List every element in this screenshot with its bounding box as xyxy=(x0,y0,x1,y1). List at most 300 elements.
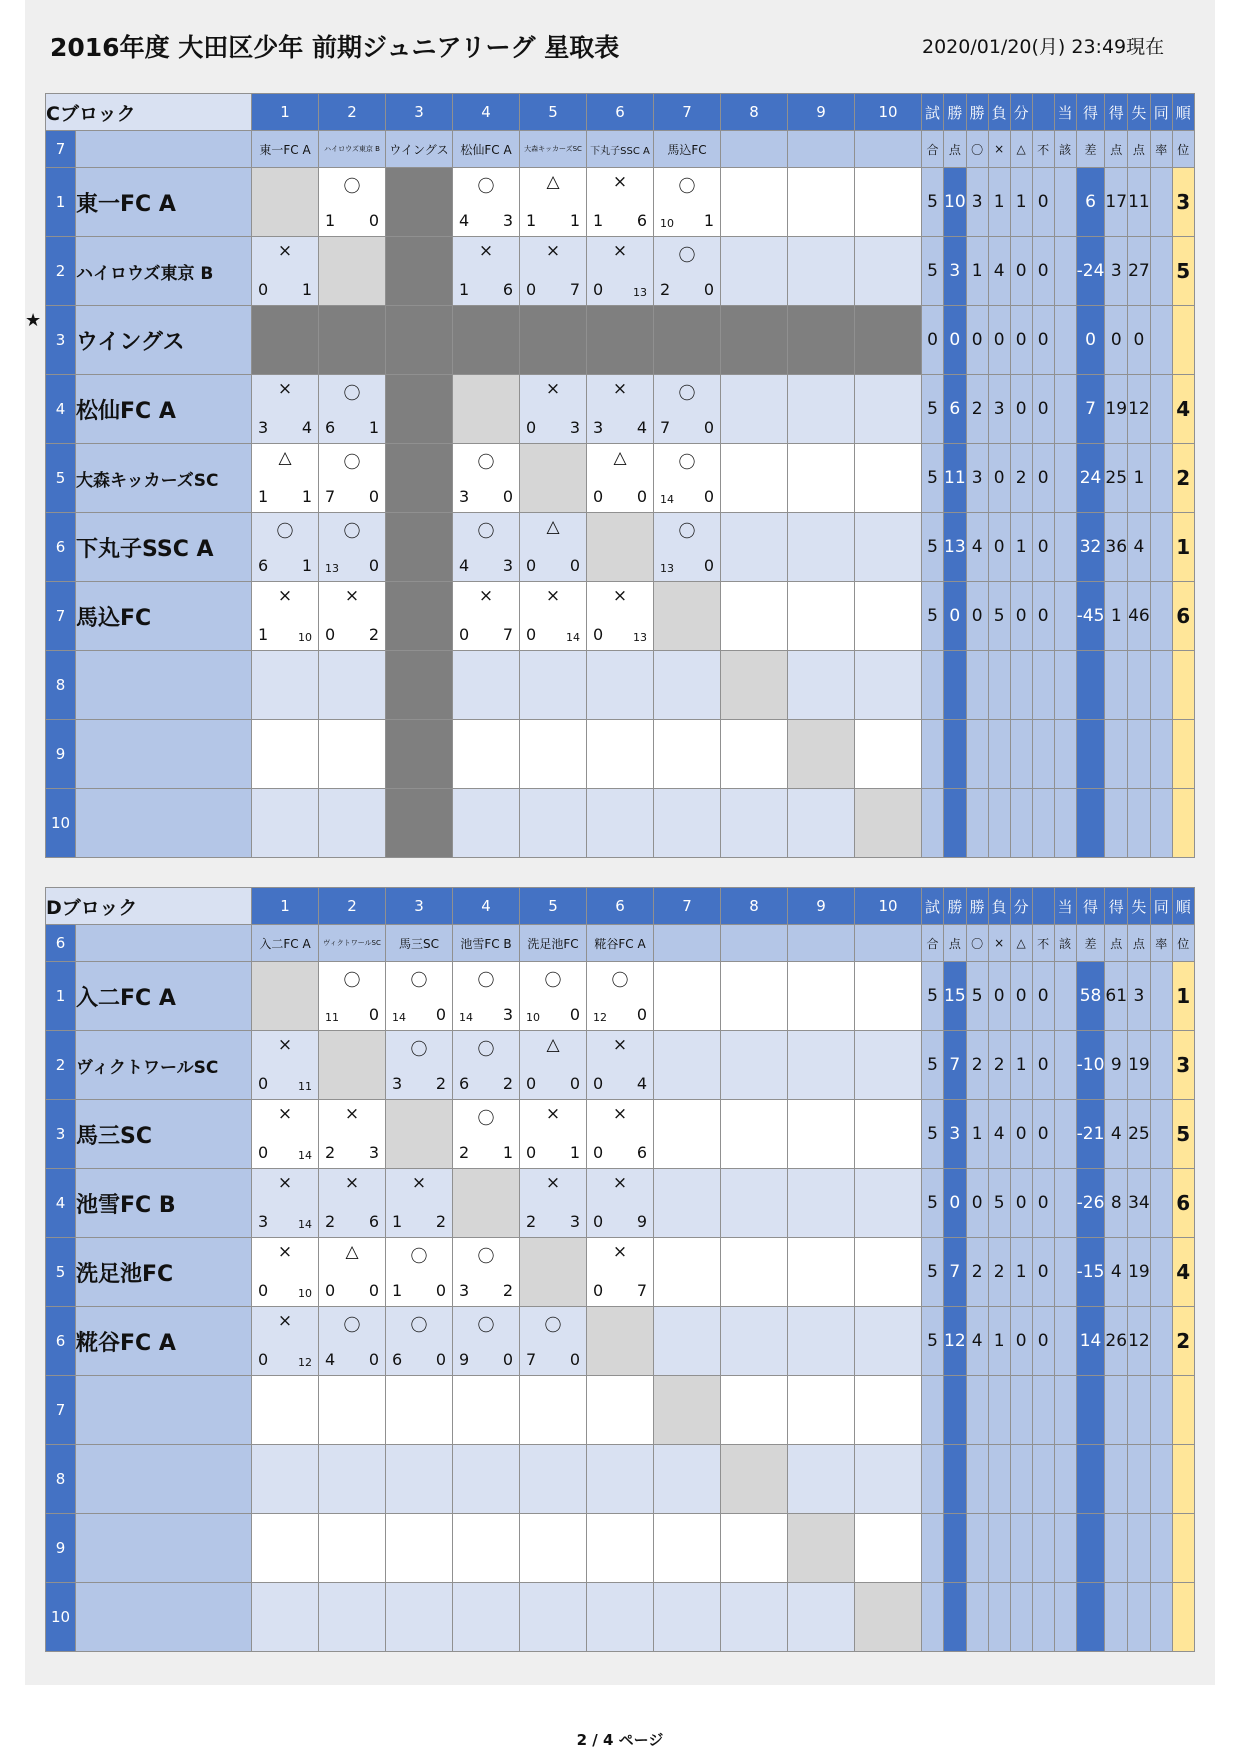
goals-for: 0 xyxy=(258,1350,269,1369)
match-result xyxy=(319,582,386,651)
stat-gf: 61 xyxy=(1105,962,1128,1031)
result-mark: × xyxy=(277,1104,293,1124)
stat-played: 5 xyxy=(922,168,944,237)
match-result xyxy=(721,789,788,858)
stat-header-bottom: 率 xyxy=(1150,925,1172,962)
match-result xyxy=(319,1307,386,1376)
opponent-short-name: 池雪FC B xyxy=(453,925,520,962)
goals-against: 13 xyxy=(633,286,647,299)
stat-ratio xyxy=(1150,1100,1172,1169)
opponent-number: 6 xyxy=(587,888,654,925)
match-result xyxy=(453,444,520,513)
match-result xyxy=(721,375,788,444)
goals-for: 1 xyxy=(325,211,336,230)
match-result xyxy=(788,168,855,237)
stat-forfeits: 0 xyxy=(1032,1169,1054,1238)
stat-ratio xyxy=(1150,237,1172,306)
match-result xyxy=(319,375,386,444)
match-result xyxy=(855,1307,922,1376)
stat-wins: 2 xyxy=(966,1238,988,1307)
stat-rank xyxy=(1172,789,1194,858)
match-result xyxy=(386,1307,453,1376)
stat-ratio xyxy=(1150,1169,1172,1238)
match-result xyxy=(855,582,922,651)
match-result xyxy=(788,237,855,306)
goals-for: 3 xyxy=(392,1074,403,1093)
goals-against: 6 xyxy=(368,1212,379,1231)
stat-losses: 1 xyxy=(988,168,1010,237)
stat-header-top xyxy=(1032,94,1054,131)
match-result xyxy=(855,1169,922,1238)
stat-points: 15 xyxy=(944,962,967,1031)
stat-h2h xyxy=(1054,306,1076,375)
opponent-short-name: 大森キッカーズSC xyxy=(520,131,587,168)
stat-losses: 0 xyxy=(988,962,1010,1031)
match-result xyxy=(319,720,386,789)
stat-draws xyxy=(1010,720,1032,789)
team-row xyxy=(46,1238,1195,1307)
match-result xyxy=(788,1307,855,1376)
stat-points: 10 xyxy=(944,168,967,237)
stat-rank xyxy=(1172,1583,1194,1652)
match-result xyxy=(520,1583,587,1652)
team-name: 東一FC A xyxy=(76,168,252,237)
stat-header-bottom: 差 xyxy=(1076,925,1105,962)
match-result xyxy=(453,651,520,720)
stat-header-top: 勝 xyxy=(944,888,967,925)
match-result xyxy=(654,237,721,306)
stat-losses xyxy=(988,1514,1010,1583)
match-result xyxy=(788,1100,855,1169)
row-number: 5 xyxy=(46,444,76,513)
stat-h2h xyxy=(1054,168,1076,237)
stat-header-top: 得 xyxy=(1076,888,1105,925)
goals-against: 0 xyxy=(435,1281,446,1300)
result-mark: × xyxy=(277,586,293,606)
match-result xyxy=(721,513,788,582)
blank-header xyxy=(76,925,252,962)
match-result xyxy=(721,582,788,651)
stat-gf: 17 xyxy=(1105,168,1128,237)
result-mark: 〇 xyxy=(410,1316,428,1336)
team-count: 6 xyxy=(46,925,76,962)
opponent-short-name xyxy=(721,131,788,168)
page-title: 2016年度 大田区少年 前期ジュニアリーグ 星取表 xyxy=(50,33,620,62)
row-number: 1 xyxy=(46,962,76,1031)
match-result xyxy=(453,1169,520,1238)
stat-wins xyxy=(966,789,988,858)
goals-for: 4 xyxy=(325,1350,336,1369)
stat-ga xyxy=(1128,1514,1151,1583)
goals-against: 0 xyxy=(502,1350,513,1369)
result-mark: × xyxy=(612,172,628,192)
opponent-short-name: ハイロウズ東京 B xyxy=(319,131,386,168)
stat-ratio xyxy=(1150,513,1172,582)
goals-against: 0 xyxy=(569,1350,580,1369)
goals-against: 13 xyxy=(633,631,647,644)
match-result xyxy=(654,1376,721,1445)
team-row xyxy=(46,1100,1195,1169)
match-result xyxy=(587,375,654,444)
match-result xyxy=(386,306,453,375)
match-result xyxy=(319,306,386,375)
match-result xyxy=(721,962,788,1031)
stat-h2h xyxy=(1054,513,1076,582)
goals-for: 0 xyxy=(459,625,470,644)
result-mark: × xyxy=(612,1173,628,1193)
stat-wins: 0 xyxy=(966,306,988,375)
match-result xyxy=(386,1514,453,1583)
result-mark: × xyxy=(277,1242,293,1262)
stat-header-top: 同 xyxy=(1150,888,1172,925)
match-result xyxy=(252,582,319,651)
stat-header-bottom: 差 xyxy=(1076,131,1105,168)
result-mark: × xyxy=(545,1173,561,1193)
goals-against: 3 xyxy=(502,556,513,575)
goals-against: 1 xyxy=(301,487,312,506)
stat-rank: 3 xyxy=(1172,1031,1194,1100)
match-result xyxy=(252,1583,319,1652)
result-mark: △ xyxy=(613,448,627,468)
opponent-number: 2 xyxy=(319,888,386,925)
match-result xyxy=(654,1031,721,1100)
match-result xyxy=(855,1100,922,1169)
match-result xyxy=(520,1307,587,1376)
opponent-number: 2 xyxy=(319,94,386,131)
match-result xyxy=(721,1583,788,1652)
stat-gf: 26 xyxy=(1105,1307,1128,1376)
goals-against: 0 xyxy=(368,1005,379,1024)
goals-against: 3 xyxy=(569,1212,580,1231)
goals-against: 6 xyxy=(636,211,647,230)
match-result xyxy=(587,1583,654,1652)
match-result xyxy=(721,651,788,720)
team-name xyxy=(76,1445,252,1514)
goals-for: 7 xyxy=(660,418,671,437)
team-name xyxy=(76,1376,252,1445)
match-result xyxy=(855,1031,922,1100)
stat-diff: -24 xyxy=(1076,237,1105,306)
match-result xyxy=(252,1307,319,1376)
match-result xyxy=(386,1583,453,1652)
stat-wins: 1 xyxy=(966,237,988,306)
match-result xyxy=(654,1169,721,1238)
opponent-short-name: 松仙FC A xyxy=(453,131,520,168)
opponent-short-name: 東一FC A xyxy=(252,131,319,168)
result-mark: △ xyxy=(546,1035,560,1055)
stat-diff xyxy=(1076,1514,1105,1583)
goals-against: 2 xyxy=(368,625,379,644)
team-row xyxy=(46,375,1195,444)
stat-rank: 4 xyxy=(1172,375,1194,444)
match-result xyxy=(386,237,453,306)
match-result xyxy=(721,1376,788,1445)
match-result xyxy=(252,720,319,789)
match-result xyxy=(788,789,855,858)
stat-forfeits xyxy=(1032,1583,1054,1652)
stat-header-bottom: 合 xyxy=(922,925,944,962)
match-result xyxy=(520,1238,587,1307)
goals-against: 11 xyxy=(298,1080,312,1093)
stat-losses xyxy=(988,1376,1010,1445)
goals-for: 11 xyxy=(325,1011,339,1024)
goals-against: 7 xyxy=(636,1281,647,1300)
opponent-number: 3 xyxy=(386,94,453,131)
match-result xyxy=(386,720,453,789)
goals-for: 1 xyxy=(392,1212,403,1231)
stat-played: 5 xyxy=(922,444,944,513)
row-number: 6 xyxy=(46,1307,76,1376)
match-result xyxy=(319,651,386,720)
match-result xyxy=(252,1031,319,1100)
stat-rank xyxy=(1172,651,1194,720)
stat-forfeits: 0 xyxy=(1032,1031,1054,1100)
stat-points: 13 xyxy=(944,513,967,582)
stat-ratio xyxy=(1150,1376,1172,1445)
stat-h2h xyxy=(1054,1031,1076,1100)
match-result xyxy=(721,1238,788,1307)
stat-wins: 4 xyxy=(966,513,988,582)
goals-against: 10 xyxy=(298,631,312,644)
stat-header-bottom: 〇 xyxy=(966,925,988,962)
match-result xyxy=(386,513,453,582)
goals-against: 3 xyxy=(502,1005,513,1024)
match-result xyxy=(587,513,654,582)
match-result xyxy=(654,444,721,513)
goals-for: 0 xyxy=(593,1212,604,1231)
match-result xyxy=(721,1514,788,1583)
goals-for: 1 xyxy=(258,625,269,644)
match-result xyxy=(319,1583,386,1652)
match-result xyxy=(855,1583,922,1652)
stat-header-top: 当 xyxy=(1054,888,1076,925)
match-result xyxy=(721,720,788,789)
match-result xyxy=(788,1031,855,1100)
match-result xyxy=(520,1169,587,1238)
result-mark: 〇 xyxy=(544,971,562,991)
match-result xyxy=(721,1031,788,1100)
result-mark: 〇 xyxy=(477,1316,495,1336)
goals-for: 3 xyxy=(459,487,470,506)
result-mark: × xyxy=(478,241,494,261)
result-mark: × xyxy=(411,1173,427,1193)
stat-h2h xyxy=(1054,1376,1076,1445)
standings-table xyxy=(45,887,1195,1652)
goals-for: 1 xyxy=(392,1281,403,1300)
goals-against: 3 xyxy=(502,211,513,230)
goals-for: 2 xyxy=(325,1143,336,1162)
stat-gf xyxy=(1105,1583,1128,1652)
team-name: 入二FC A xyxy=(76,962,252,1031)
opponent-short-name: ウイングス xyxy=(386,131,453,168)
result-mark: 〇 xyxy=(477,522,495,542)
result-mark: × xyxy=(545,379,561,399)
result-mark: 〇 xyxy=(410,971,428,991)
team-row xyxy=(46,168,1195,237)
row-number: 3 xyxy=(46,306,76,375)
match-result xyxy=(520,962,587,1031)
goals-for: 0 xyxy=(526,556,537,575)
stat-forfeits xyxy=(1032,1514,1054,1583)
stat-rank: 3 xyxy=(1172,168,1194,237)
opponent-number: 7 xyxy=(654,888,721,925)
goals-against: 1 xyxy=(301,556,312,575)
match-result xyxy=(520,444,587,513)
match-result xyxy=(788,375,855,444)
match-result xyxy=(587,1376,654,1445)
stat-h2h xyxy=(1054,651,1076,720)
opponent-number: 8 xyxy=(721,94,788,131)
match-result xyxy=(319,444,386,513)
stat-h2h xyxy=(1054,444,1076,513)
stat-ga: 11 xyxy=(1128,168,1151,237)
goals-against: 0 xyxy=(703,556,714,575)
match-result xyxy=(453,1376,520,1445)
goals-against: 0 xyxy=(435,1350,446,1369)
stat-diff xyxy=(1076,720,1105,789)
goals-against: 2 xyxy=(435,1212,446,1231)
result-mark: × xyxy=(612,1035,628,1055)
match-result xyxy=(721,1307,788,1376)
match-result xyxy=(721,306,788,375)
opponent-short-name xyxy=(788,131,855,168)
match-result xyxy=(855,444,922,513)
match-result xyxy=(386,1445,453,1514)
match-result xyxy=(855,375,922,444)
match-result xyxy=(520,720,587,789)
stat-header-top: 勝 xyxy=(966,94,988,131)
stat-header-top xyxy=(1032,888,1054,925)
stat-wins xyxy=(966,1445,988,1514)
stat-gf: 36 xyxy=(1105,513,1128,582)
stat-losses: 5 xyxy=(988,1169,1010,1238)
stat-draws: 0 xyxy=(1010,1100,1032,1169)
opponent-short-name xyxy=(654,925,721,962)
match-result xyxy=(654,1514,721,1583)
goals-against: 2 xyxy=(502,1074,513,1093)
stat-forfeits: 0 xyxy=(1032,168,1054,237)
result-mark: × xyxy=(612,241,628,261)
stat-gf: 8 xyxy=(1105,1169,1128,1238)
stat-losses: 2 xyxy=(988,1238,1010,1307)
team-row xyxy=(46,789,1195,858)
stat-wins: 1 xyxy=(966,1100,988,1169)
match-result xyxy=(520,306,587,375)
match-result xyxy=(721,1100,788,1169)
stat-draws: 2 xyxy=(1010,444,1032,513)
stat-ga: 3 xyxy=(1128,962,1151,1031)
result-mark: 〇 xyxy=(477,1109,495,1129)
stat-header-bottom: 該 xyxy=(1054,925,1076,962)
result-mark: 〇 xyxy=(343,453,361,473)
row-number: 4 xyxy=(46,375,76,444)
goals-for: 0 xyxy=(258,1074,269,1093)
stat-draws: 1 xyxy=(1010,1031,1032,1100)
opponent-short-name xyxy=(788,925,855,962)
match-result xyxy=(587,168,654,237)
result-mark: 〇 xyxy=(678,453,696,473)
match-result xyxy=(520,1514,587,1583)
page-number: 2 / 4 ページ xyxy=(576,1731,664,1749)
match-result xyxy=(319,1376,386,1445)
team-row xyxy=(46,306,1195,375)
match-result xyxy=(453,375,520,444)
match-result xyxy=(453,168,520,237)
stat-ratio xyxy=(1150,962,1172,1031)
stat-header-top: 分 xyxy=(1010,888,1032,925)
stat-draws: 0 xyxy=(1010,962,1032,1031)
stat-played: 0 xyxy=(922,306,944,375)
match-result xyxy=(587,237,654,306)
stat-played xyxy=(922,1583,944,1652)
stat-h2h xyxy=(1054,720,1076,789)
match-result xyxy=(252,237,319,306)
result-mark: 〇 xyxy=(343,971,361,991)
stat-h2h xyxy=(1054,1307,1076,1376)
stat-ratio xyxy=(1150,1031,1172,1100)
stat-h2h xyxy=(1054,582,1076,651)
stat-header-bottom: × xyxy=(988,131,1010,168)
goals-for: 0 xyxy=(325,1281,336,1300)
result-mark: × xyxy=(612,379,628,399)
stat-ratio xyxy=(1150,444,1172,513)
match-result xyxy=(855,1445,922,1514)
goals-for: 6 xyxy=(258,556,269,575)
result-mark: × xyxy=(344,586,360,606)
goals-against: 0 xyxy=(435,1005,446,1024)
stat-header-top: 試 xyxy=(922,94,944,131)
stat-forfeits xyxy=(1032,789,1054,858)
stat-played: 5 xyxy=(922,962,944,1031)
goals-against: 0 xyxy=(636,487,647,506)
stat-ga: 12 xyxy=(1128,375,1151,444)
match-result xyxy=(721,444,788,513)
stat-gf: 1 xyxy=(1105,582,1128,651)
match-result xyxy=(788,1445,855,1514)
team-name xyxy=(76,651,252,720)
match-result xyxy=(520,1100,587,1169)
goals-for: 7 xyxy=(325,487,336,506)
stat-header-bottom: 点 xyxy=(1105,925,1128,962)
goals-for: 13 xyxy=(660,562,674,575)
stat-header-bottom: △ xyxy=(1010,925,1032,962)
row-number: 2 xyxy=(46,237,76,306)
stat-ga: 12 xyxy=(1128,1307,1151,1376)
stat-draws: 1 xyxy=(1010,513,1032,582)
match-result xyxy=(453,306,520,375)
stat-diff xyxy=(1076,1376,1105,1445)
result-mark: 〇 xyxy=(343,177,361,197)
match-result xyxy=(453,582,520,651)
goals-for: 2 xyxy=(459,1143,470,1162)
stat-h2h xyxy=(1054,1169,1076,1238)
stat-wins xyxy=(966,1514,988,1583)
stat-draws: 0 xyxy=(1010,375,1032,444)
match-result xyxy=(654,651,721,720)
stat-ratio xyxy=(1150,375,1172,444)
stat-forfeits: 0 xyxy=(1032,1100,1054,1169)
stat-header-top: 当 xyxy=(1054,94,1076,131)
match-result xyxy=(453,513,520,582)
stat-ratio xyxy=(1150,651,1172,720)
stat-gf: 0 xyxy=(1105,306,1128,375)
match-result xyxy=(788,1238,855,1307)
result-mark: 〇 xyxy=(343,522,361,542)
goals-for: 0 xyxy=(593,625,604,644)
stat-draws: 1 xyxy=(1010,1238,1032,1307)
goals-against: 10 xyxy=(298,1287,312,1300)
stat-header-bottom: △ xyxy=(1010,131,1032,168)
